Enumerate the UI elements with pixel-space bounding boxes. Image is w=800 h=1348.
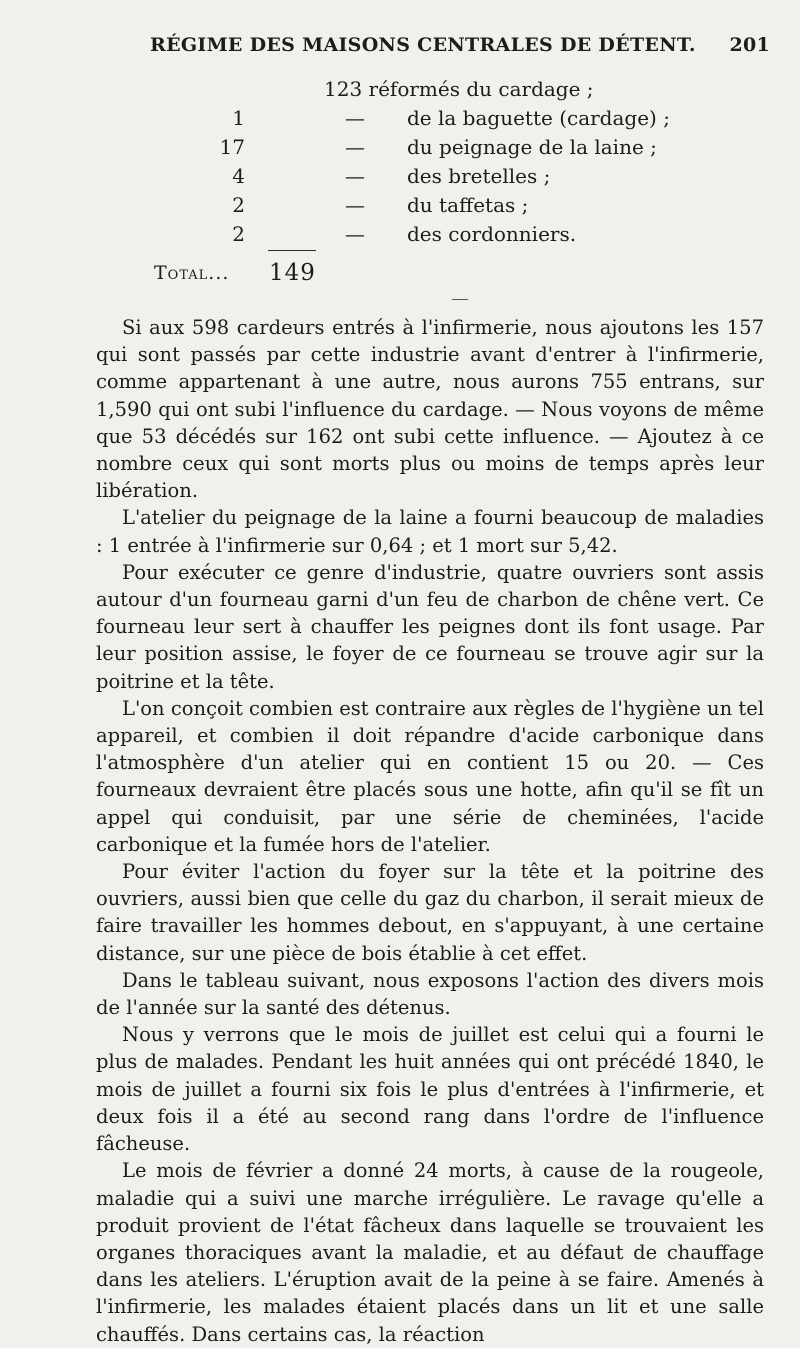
row-label: des cordonniers. (407, 222, 577, 246)
table-row (150, 135, 670, 164)
row-count: 17 (219, 135, 245, 159)
row-label: des bretelles ; (407, 164, 551, 188)
ditto-dash: — (345, 106, 365, 130)
total-value: 149 (269, 260, 316, 286)
total-rule (268, 250, 316, 251)
paragraph: L'on conçoit combien est contraire aux règles de l'hygiène un tel appareil, et combien il doit répandre d'acide carbonique dans l'atmosphère d'un atelier qui en contient 15 ou 20. — Ces fourneaux devraient être placés sous une hotte, afin qu'il se fît un appel qui conduisit, par une série de cheminées, l'acide carbonique et la fumée hors de l'atelier. (96, 696, 764, 856)
running-header (150, 34, 770, 64)
reformed-workers-table (150, 77, 670, 251)
table-row (150, 164, 670, 193)
row-count: 2 (232, 222, 245, 246)
row-count: 4 (232, 164, 245, 188)
row-label: de la baguette (cardage) ; (407, 106, 670, 130)
paragraph: Le mois de février a donné 24 morts, à cause de la rougeole, maladie qui a suivi une marche irrégulière. Le ravage qu'elle a produit provient de l'état fâcheux dans laquelle se trouvaient les organes thoraciques avant la maladie, et au défaut de chauffage dans les ateliers. L'éruption avait de la peine à se faire. Amenés à l'infirmerie, les malades étaient placés dans un lit et une salle chauffés. Dans certains cas, la réaction (96, 1159, 764, 1346)
paragraph: Pour éviter l'action du foyer sur la tête et la poitrine des ouvriers, aussi bien que celle du gaz du charbon, il serait mieux de faire travailler les hommes debout, en s'appuyant, à une certaine distance, sur une pièce de bois établie à cet effet. (96, 860, 764, 965)
paragraph: Nous y verrons que le mois de juillet est celui qui a fourni le plus de malades. Pendant les huit années qui ont précédé 1840, le mois de juillet a fourni six fois le plus d'entrées à l'infirmerie, et deux fois il a été au second rang dans l'ordre de l'influence fâcheuse. (96, 1023, 764, 1156)
ditto-dash: — (345, 164, 365, 188)
row-count: 1 (232, 106, 245, 130)
paragraph: L'atelier du peignage de la laine a fourni beaucoup de maladies : 1 entrée à l'infirmerie sur 0,64 ; et 1 mort sur 5,42. (96, 506, 764, 557)
total-label: Total... (154, 262, 230, 284)
ditto-dash: — (345, 193, 365, 217)
row-label: du taffetas ; (407, 193, 529, 217)
paragraph: Si aux 598 cardeurs entrés à l'infirmerie, nous ajoutons les 157 qui sont passés par cette industrie avant d'entrer à l'infirmerie, comme appartenant à une autre, nous aurons 755 entrans, sur 1,590 qui ont subi l'influence du cardage. — Nous voyons de même que 53 décédés sur 162 ont subi cette influence. — Ajoutez à ce nombre ceux qui sont morts plus ou moins de temps après leur libération. (96, 316, 764, 503)
section-divider (452, 299, 468, 300)
paragraph: Dans le tableau suivant, nous exposons l'action des divers mois de l'année sur la santé des détenus. (96, 968, 764, 1020)
table-total (154, 260, 316, 286)
row-label: du peignage de la laine ; (407, 135, 657, 159)
table-first-row: 123 réformés du cardage ; (324, 77, 594, 101)
row-count: 2 (232, 193, 245, 217)
ditto-dash: — (345, 135, 365, 159)
running-title: RÉGIME DES MAISONS CENTRALES DE DÉTENT. (150, 34, 696, 56)
ditto-dash: — (345, 222, 365, 246)
table-row (150, 77, 670, 106)
table-row (150, 106, 670, 135)
table-row (150, 193, 670, 222)
table-row (150, 222, 670, 251)
body-text (96, 314, 764, 1348)
paragraph: Pour exécuter ce genre d'industrie, quatre ouvriers sont assis autour d'un fourneau garni d'un feu de charbon de chêne vert. Ce fourneau leur sert à chauffer les peignes dont ils font usage. Par leur position assise, le foyer de ce fourneau se trouve agir sur la poitrine et la tête. (96, 560, 764, 693)
page-number: 201 (729, 34, 770, 56)
